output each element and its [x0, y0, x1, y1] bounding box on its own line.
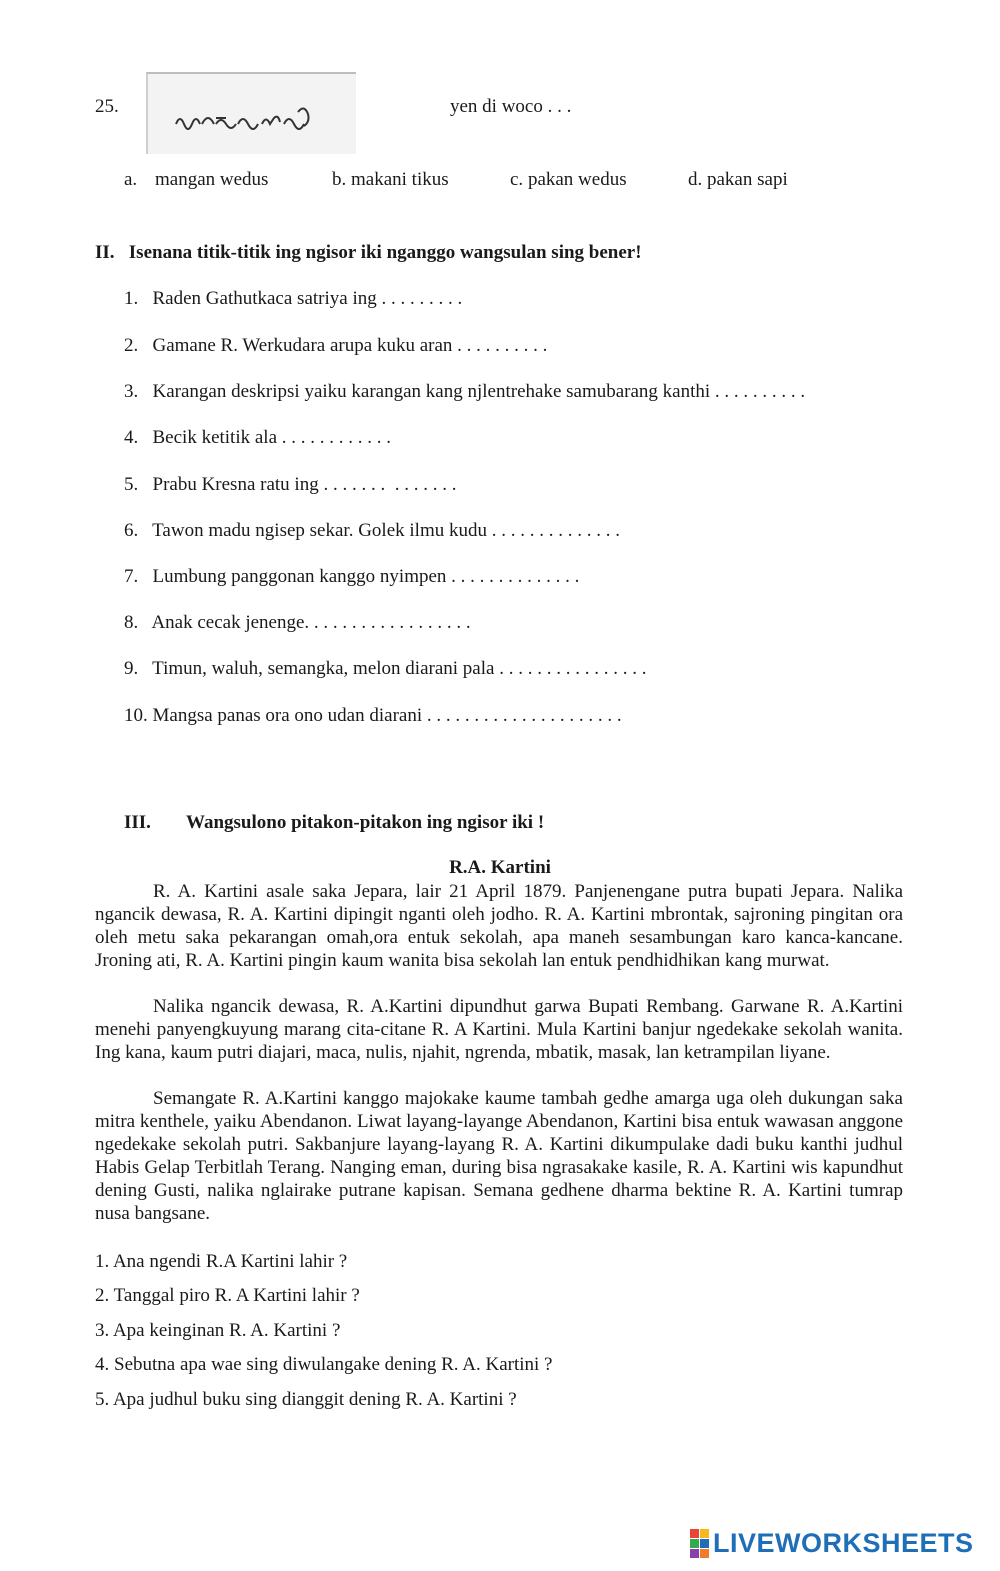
question-suffix: yen di woco . . . [450, 96, 572, 117]
fill-item-5[interactable]: 5. Prabu Kresna ratu ing . . . . . . . . . . . . . . [124, 474, 457, 495]
question-4[interactable]: 4. Sebutna apa wae sing diwulangake dening R. A. Kartini ? [95, 1354, 553, 1375]
option-a-letter: a. [124, 169, 138, 190]
passage-paragraph-3-text: Semangate R. A.Kartini kanggo majokake kaume tambah gedhe amarga uga oleh dukungan saka mitra kenthele, yaiku Abendanon. Liwat layang-layange Abendanon, Kartini bisa entuk wawasan anggone ngedekake sekolah putri. Sakbanjure layang-layang R. A. Kartini dikumpulake dadi buku kanthi judhul Habis Gelap Terbitlah Terang. Nanging eman, during bisa ngrasakake kasile, R. A. Kartini wis kapundhut dening Gusti, nalika nglairake putrane kapisan. Semana gedhene dharma bektine R. A. Kartini tumrap nusa bangsane. [95, 1088, 903, 1224]
option-b[interactable] [332, 169, 449, 191]
section-2-heading: II. Isenana titik-titik ing ngisor iki nganggo wangsulan sing bener! [95, 242, 642, 263]
fill-item-4[interactable]: 4. Becik ketitik ala . . . . . . . . . . . . [124, 427, 392, 448]
option-b-letter: b. [332, 169, 347, 190]
fill-item-3[interactable]: 3. Karangan deskripsi yaiku karangan kang njlentrehake samubarang kanthi . . . . . . . . . . [124, 381, 806, 402]
question-number: 25. [95, 96, 119, 117]
passage-paragraph-1 [95, 880, 903, 972]
liveworksheets-logo [690, 1528, 974, 1558]
option-d[interactable] [688, 169, 788, 191]
passage-paragraph-1-text: R. A. Kartini asale saka Jepara, lair 21 April 1879. Panjenengane putra bupati Jepara. Nalika ngancik dewasa, R. A. Kartini dipingit nganti oleh jodho. R. A. Kartini mbrontak, sajroning pingitan ora oleh metu saka pekarangan omah,ora entuk sekolah, apa maneh sesambungan karo kanca-kancane. Jroning ati, R. A. Kartini pingin kaum wanita bisa sekolah lan entuk pendhidhikan kang murwat. [95, 881, 903, 971]
logo-square [700, 1539, 709, 1548]
option-a-text[interactable]: mangan wedus [155, 169, 269, 190]
option-d-text: pakan sapi [707, 169, 788, 190]
section-3-numeral: III. [124, 812, 151, 833]
fill-item-10[interactable]: 10. Mangsa panas ora ono udan diarani . . . . . . . . . . . . . . . . . . . . . [124, 705, 622, 726]
fill-item-2[interactable]: 2. Gamane R. Werkudara arupa kuku aran . . . . . . . . . . [124, 335, 548, 356]
question-5[interactable]: 5. Apa judhul buku sing dianggit dening R. A. Kartini ? [95, 1389, 517, 1410]
liveworksheets-logo-text: LIVEWORKSHEETS [713, 1527, 974, 1558]
passage-paragraph-3 [95, 1087, 903, 1225]
option-c-letter: c. [510, 169, 524, 190]
logo-square [700, 1529, 709, 1538]
question-2[interactable]: 2. Tanggal piro R. A Kartini lahir ? [95, 1285, 360, 1306]
fill-item-8[interactable]: 8. Anak cecak jenenge. . . . . . . . . . . . . . . . . . [124, 612, 471, 633]
logo-square [690, 1529, 699, 1538]
question-3[interactable]: 3. Apa keinginan R. A. Kartini ? [95, 1320, 341, 1341]
fill-item-7[interactable]: 7. Lumbung panggonan kanggo nyimpen . . . . . . . . . . . . . . [124, 566, 580, 587]
logo-square [700, 1549, 709, 1558]
passage-title: R.A. Kartini [449, 857, 551, 878]
question-1[interactable]: 1. Ana ngendi R.A Kartini lahir ? [95, 1251, 348, 1272]
fill-item-6[interactable]: 6. Tawon madu ngisep sekar. Golek ilmu kudu . . . . . . . . . . . . . . [124, 520, 620, 541]
javanese-script-glyphs [172, 102, 332, 136]
javanese-script-image [146, 72, 356, 154]
logo-square [690, 1539, 699, 1548]
option-d-letter: d. [688, 169, 703, 190]
passage-paragraph-2-text: Nalika ngancik dewasa, R. A.Kartini dipundhut garwa Bupati Rembang. Garwane R. A.Kartini menehi panyengkuyung marang cita-citane R. A Kartini. Mula Kartini banjur ngedekake sekolah wanita. Ing kana, kaum putri diajari, maca, nulis, njahit, ngrenda, mbatik, masak, lan ketrampilan liyane. [95, 996, 903, 1063]
fill-item-9[interactable]: 9. Timun, waluh, semangka, melon diarani pala . . . . . . . . . . . . . . . . [124, 658, 647, 679]
option-b-text: makani tikus [351, 169, 449, 190]
option-c[interactable] [510, 169, 627, 191]
logo-square [690, 1549, 699, 1558]
option-c-text: pakan wedus [527, 169, 627, 190]
passage-paragraph-2 [95, 995, 903, 1064]
section-3-heading: Wangsulono pitakon-pitakon ing ngisor iki ! [186, 812, 545, 833]
liveworksheets-logo-icon [690, 1529, 709, 1558]
fill-item-1[interactable]: 1. Raden Gathutkaca satriya ing . . . . . . . . . [124, 288, 463, 309]
